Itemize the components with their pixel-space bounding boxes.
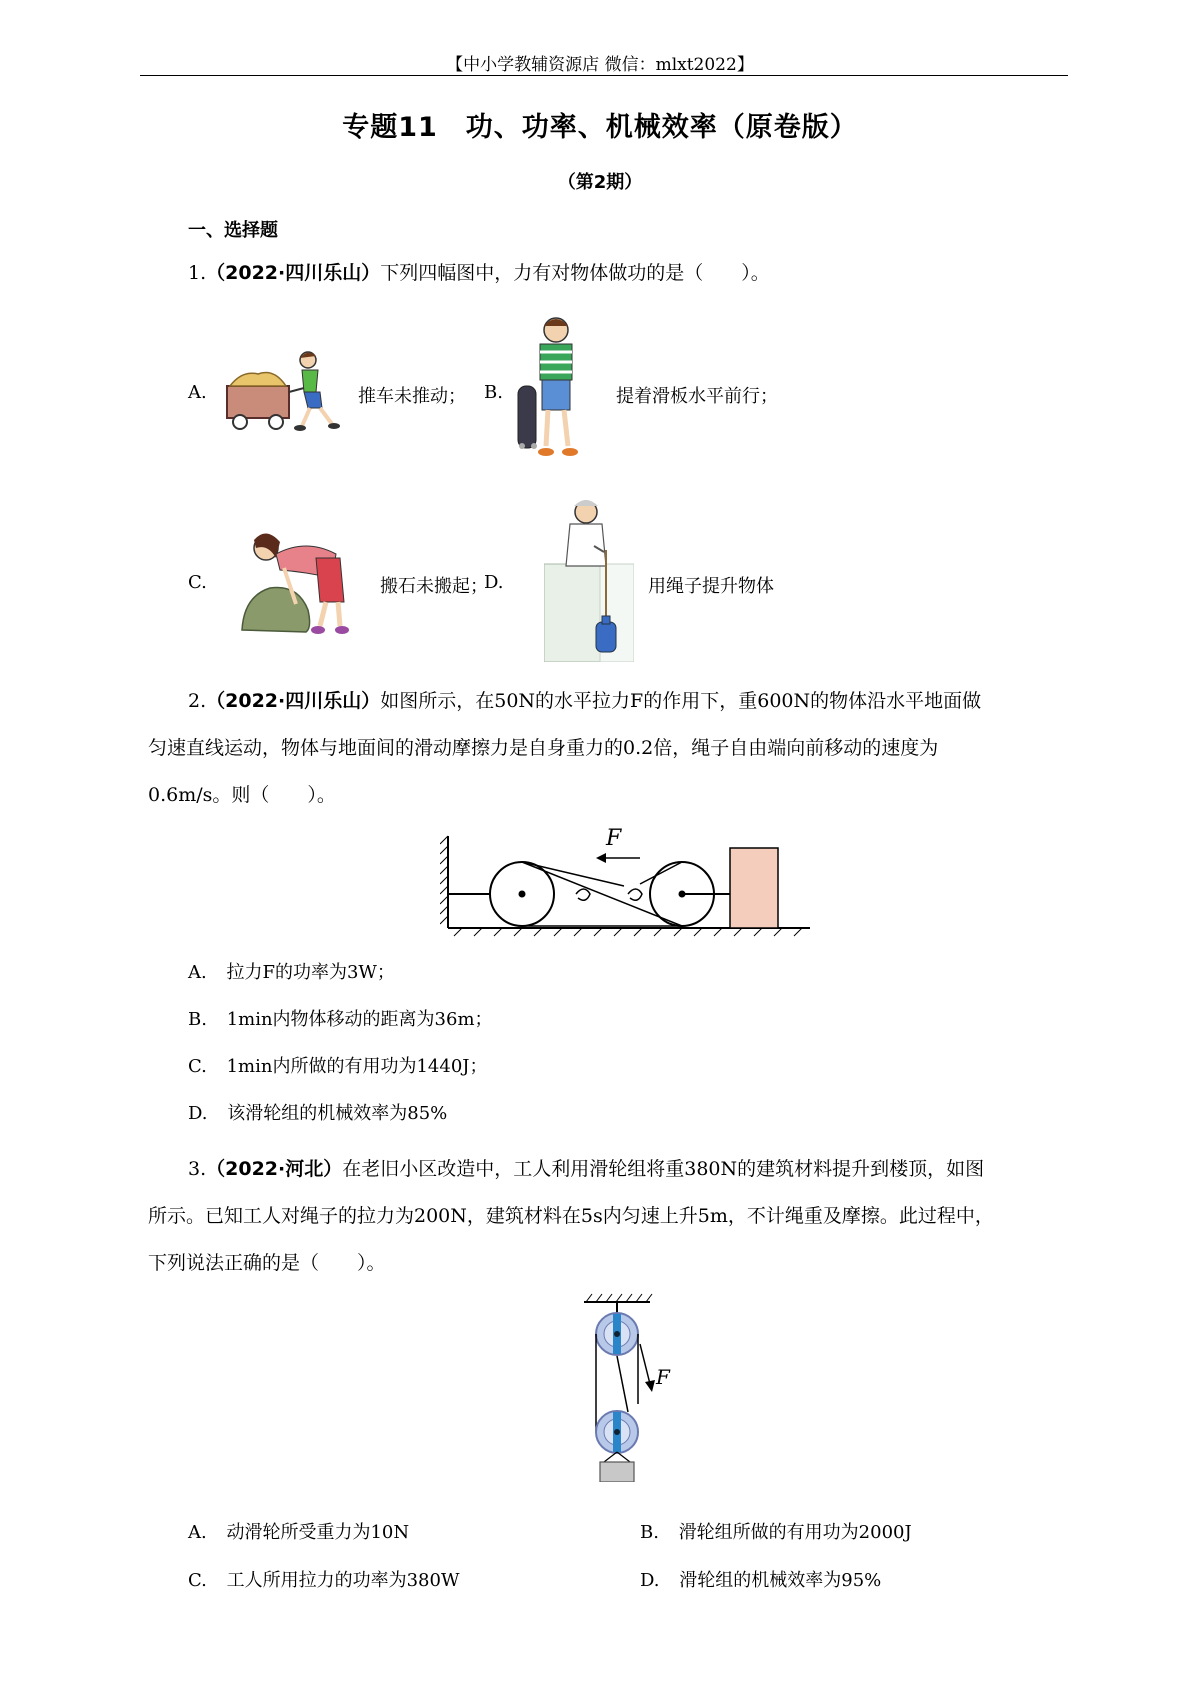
q3-option-d: [640, 1566, 881, 1592]
q2-stem: [148, 678, 1068, 819]
q2-option-b: [188, 1005, 493, 1031]
q3-figure-pulley-block: [578, 1292, 688, 1482]
q1-option-c-text: 搬石未搬起；: [380, 576, 488, 597]
q2-stem-line-3: 0.6m/s。则（ ）。: [148, 784, 336, 806]
q3-option-a-label: A.: [188, 1522, 207, 1543]
q2-source: （2022·四川乐山）: [206, 690, 381, 712]
q2-stem-line-2: 匀速直线运动，物体与地面间的滑动摩擦力是自身重力的0.2倍，绳子自由端向前移动的速度为: [148, 737, 939, 759]
q1-option-d-label: D.: [484, 572, 504, 593]
q2-number: 2.: [188, 690, 207, 712]
q3-source: （2022·河北）: [206, 1158, 343, 1180]
header-rule: [140, 75, 1068, 76]
q1-number: 1.: [188, 262, 207, 284]
q1-option-c-label: C.: [188, 572, 207, 593]
q2-stem-line-1: 如图所示，在50N的水平拉力F的作用下，重600N的物体沿水平地面做: [380, 690, 982, 712]
q1-option-a-label: A.: [188, 382, 207, 403]
page-header: 【中小学教辅资源店 微信：mlxt2022】: [446, 55, 754, 75]
q1-figure-b-carrying-skateboard: [512, 312, 592, 470]
q1-option-b-label: B.: [484, 382, 503, 403]
q3-option-c-text: 工人所用拉力的功率为380W: [226, 1570, 460, 1591]
q2-option-c-label: C.: [188, 1056, 207, 1077]
q3-number: 3.: [188, 1158, 207, 1180]
q2-option-a-text: 拉力F的功率为3W；: [226, 962, 395, 983]
q2-option-a: [188, 958, 395, 984]
q1-figure-d-rope-lifting: [544, 494, 634, 662]
q3-option-c-label: C.: [188, 1570, 207, 1591]
q2-option-d: [188, 1099, 447, 1125]
q3-stem-line-1: 在老旧小区改造中，工人利用滑轮组将重380N的建筑材料提升到楼顶，如图: [342, 1158, 985, 1180]
q3-stem-line-2: 所示。已知工人对绳子的拉力为200N，建筑材料在5s内匀速上升5m，不计绳重及摩擦。此过程中，: [148, 1205, 994, 1227]
q2-option-d-label: D.: [188, 1103, 208, 1124]
q3-figure-force-label: F: [656, 1365, 670, 1389]
section-heading: 一、选择题: [188, 220, 278, 241]
q1-option-b-text: 提着滑板水平前行；: [616, 386, 778, 407]
q3-option-b-text: 滑轮组所做的有用功为2000J: [678, 1522, 912, 1543]
q1-stem-text: 下列四幅图中，力有对物体做功的是（ ）。: [380, 262, 770, 284]
q2-option-b-label: B.: [188, 1009, 207, 1030]
page-title: 专题11 功、功率、机械效率（原卷版）: [342, 112, 858, 143]
q3-stem-line-3: 下列说法正确的是（ ）。: [148, 1252, 386, 1274]
q1-figure-c-lifting-stone: [236, 518, 356, 640]
page-subtitle: （第2期）: [557, 172, 643, 193]
q1-option-a-text: 推车未推动；: [358, 386, 466, 407]
q1-figure-a-pushing-cart: [222, 346, 352, 436]
q2-option-c-text: 1min内所做的有用功为1440J；: [226, 1056, 488, 1077]
q2-figure-force-label: F: [606, 826, 622, 851]
q3-stem: [148, 1146, 1068, 1287]
q1-stem: [188, 250, 770, 296]
q2-option-c: [188, 1052, 488, 1078]
q3-option-b-label: B.: [640, 1522, 659, 1543]
q3-option-d-text: 滑轮组的机械效率为95%: [679, 1570, 882, 1591]
q3-option-a: [188, 1518, 409, 1544]
q2-option-a-label: A.: [188, 962, 207, 983]
q2-option-d-text: 该滑轮组的机械效率为85%: [227, 1103, 448, 1124]
q2-figure-pulley-system: [440, 818, 820, 940]
q2-option-b-text: 1min内物体移动的距离为36m；: [226, 1009, 493, 1030]
q3-option-a-text: 动滑轮所受重力为10N: [226, 1522, 410, 1543]
q3-option-d-label: D.: [640, 1570, 660, 1591]
q3-option-b: [640, 1518, 912, 1544]
q3-option-c: [188, 1566, 459, 1592]
q1-option-d-text: 用绳子提升物体: [648, 576, 774, 597]
q1-source: （2022·四川乐山）: [206, 262, 381, 284]
